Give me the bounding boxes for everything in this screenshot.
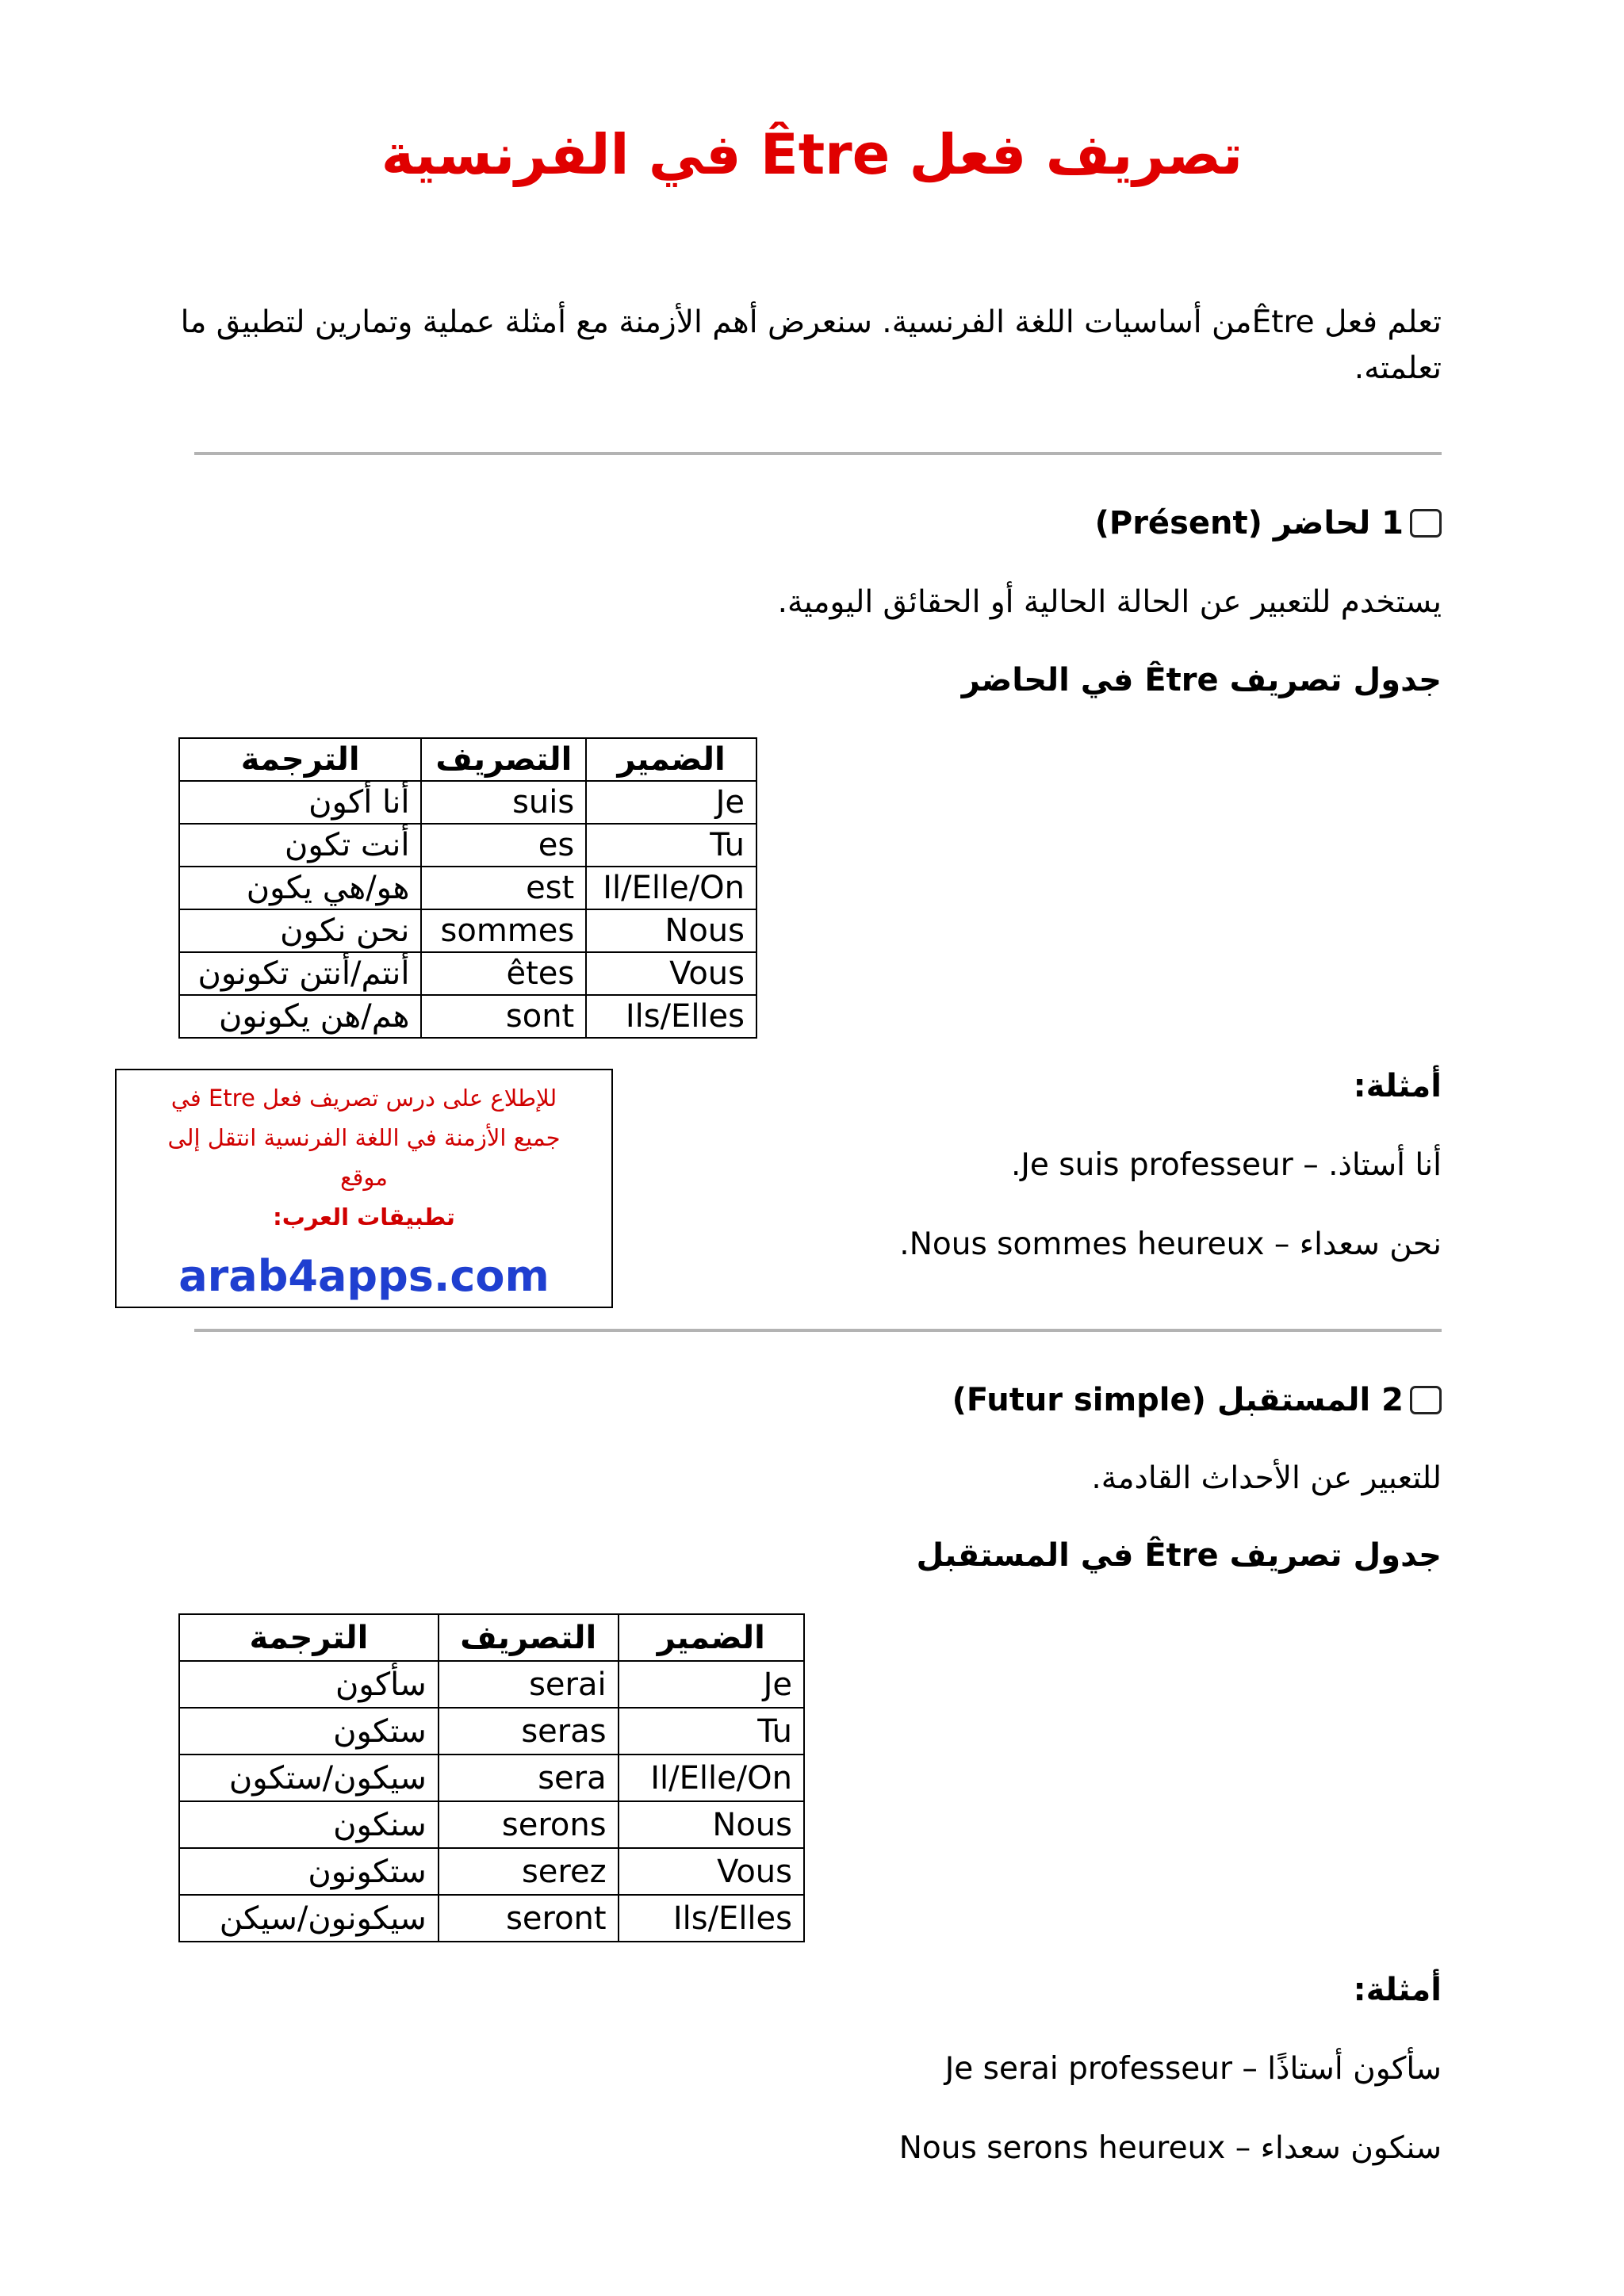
table-cell: هم/هن يكونون xyxy=(179,995,421,1038)
table-cell: سيكونون/سيكن xyxy=(179,1895,439,1942)
table-row xyxy=(179,824,756,867)
table-cell: Il/Elle/On xyxy=(586,867,756,909)
table-cell: Je xyxy=(586,781,756,824)
table-cell: êtes xyxy=(421,952,586,995)
table-row xyxy=(179,1708,804,1755)
section-description: للتعبير عن الأحداث القادمة. xyxy=(1091,1460,1442,1496)
table-cell: serez xyxy=(439,1848,619,1895)
table-cell: أنت تكون xyxy=(179,824,421,867)
conjugation-table-present xyxy=(178,737,757,1039)
example-sentence: سنكون سعداء – Nous serons heureux xyxy=(898,2130,1442,2166)
table-cell: sont xyxy=(421,995,586,1038)
table-cell: ستكون xyxy=(179,1708,439,1755)
table-row xyxy=(179,952,756,995)
promo-link[interactable]: arab4apps.com xyxy=(178,1251,550,1301)
example-sentence: أنا أستاذ. – Je suis professeur. xyxy=(1011,1147,1442,1183)
table-title: جدول تصريف Être في الحاضر xyxy=(961,662,1442,698)
promo-text: تطبيقات العرب: xyxy=(273,1203,455,1230)
column-header: الضمير xyxy=(586,738,756,781)
table-cell: Nous xyxy=(586,909,756,952)
table-cell: سأكون xyxy=(179,1661,439,1708)
conjugation-table-future xyxy=(178,1613,805,1942)
table-cell: serai xyxy=(439,1661,619,1708)
section-heading-future xyxy=(952,1376,1442,1424)
table-cell: seras xyxy=(439,1708,619,1755)
table-cell: ستكونون xyxy=(179,1848,439,1895)
table-cell: سيكون/ستكون xyxy=(179,1755,439,1801)
section-heading-text: 1 لحاضر (Présent) xyxy=(1094,505,1404,541)
table-row xyxy=(179,867,756,909)
checkbox-icon xyxy=(1410,1386,1442,1414)
table-cell: Je xyxy=(619,1661,804,1708)
table-cell: Ils/Elles xyxy=(586,995,756,1038)
table-cell: est xyxy=(421,867,586,909)
examples-label: أمثلة: xyxy=(1353,1068,1442,1104)
section-description: يستخدم للتعبير عن الحالة الحالية أو الحقائق اليومية. xyxy=(777,584,1442,620)
table-cell: نحن نكون xyxy=(179,909,421,952)
table-cell: suis xyxy=(421,781,586,824)
example-sentence: نحن سعداء – Nous sommes heureux. xyxy=(899,1226,1442,1262)
table-row xyxy=(179,1801,804,1848)
table-cell: serons xyxy=(439,1801,619,1848)
divider xyxy=(194,1329,1442,1332)
table-cell: sera xyxy=(439,1755,619,1801)
table-row xyxy=(179,1895,804,1942)
divider xyxy=(194,452,1442,455)
section-heading-text: 2 المستقبل (Futur simple) xyxy=(952,1382,1404,1418)
table-cell: seront xyxy=(439,1895,619,1942)
table-cell: Vous xyxy=(586,952,756,995)
table-cell: هو/هي يكون xyxy=(179,867,421,909)
column-header: الضمير xyxy=(619,1614,804,1661)
table-cell: سنكون xyxy=(179,1801,439,1848)
table-cell: Tu xyxy=(619,1708,804,1755)
column-header: التصريف xyxy=(439,1614,619,1661)
table-cell: sommes xyxy=(421,909,586,952)
examples-label: أمثلة: xyxy=(1353,1972,1442,2008)
table-cell: Ils/Elles xyxy=(619,1895,804,1942)
section-heading-present xyxy=(1095,499,1442,547)
page-title: تصريف فعل Être في الفرنسية xyxy=(381,122,1243,187)
table-cell: Tu xyxy=(586,824,756,867)
intro-paragraph: تعلم فعل Êtreمن أساسيات اللغة الفرنسية. سنعرض أهم الأزمنة مع أمثلة عملية وتمارين لتطبيق ما تعلمته. xyxy=(180,304,1442,386)
table-row xyxy=(179,909,756,952)
table-cell: Nous xyxy=(619,1801,804,1848)
promo-text: للإطلاع على درس تصريف فعل Etre في xyxy=(170,1085,557,1112)
table-header-row xyxy=(179,1614,804,1661)
promo-box xyxy=(115,1069,613,1308)
column-header: الترجمة xyxy=(179,738,421,781)
column-header: التصريف xyxy=(421,738,586,781)
table-header-row xyxy=(179,738,756,781)
table-row xyxy=(179,1848,804,1895)
table-cell: es xyxy=(421,824,586,867)
column-header: الترجمة xyxy=(179,1614,439,1661)
table-row xyxy=(179,1661,804,1708)
table-cell: Il/Elle/On xyxy=(619,1755,804,1801)
table-cell: أنتم/أنتن تكونون xyxy=(179,952,421,995)
table-row xyxy=(179,995,756,1038)
table-row xyxy=(179,1755,804,1801)
table-title: جدول تصريف Être في المستقبل xyxy=(916,1537,1442,1574)
checkbox-icon xyxy=(1410,509,1442,538)
example-sentence: سأكون أستاذًا – Je serai professeur xyxy=(944,2051,1442,2087)
table-cell: أنا أكون xyxy=(179,781,421,824)
table-row xyxy=(179,781,756,824)
table-cell: Vous xyxy=(619,1848,804,1895)
promo-text: جميع الأزمنة في اللغة الفرنسية انتقل إلى موقع xyxy=(167,1124,561,1191)
